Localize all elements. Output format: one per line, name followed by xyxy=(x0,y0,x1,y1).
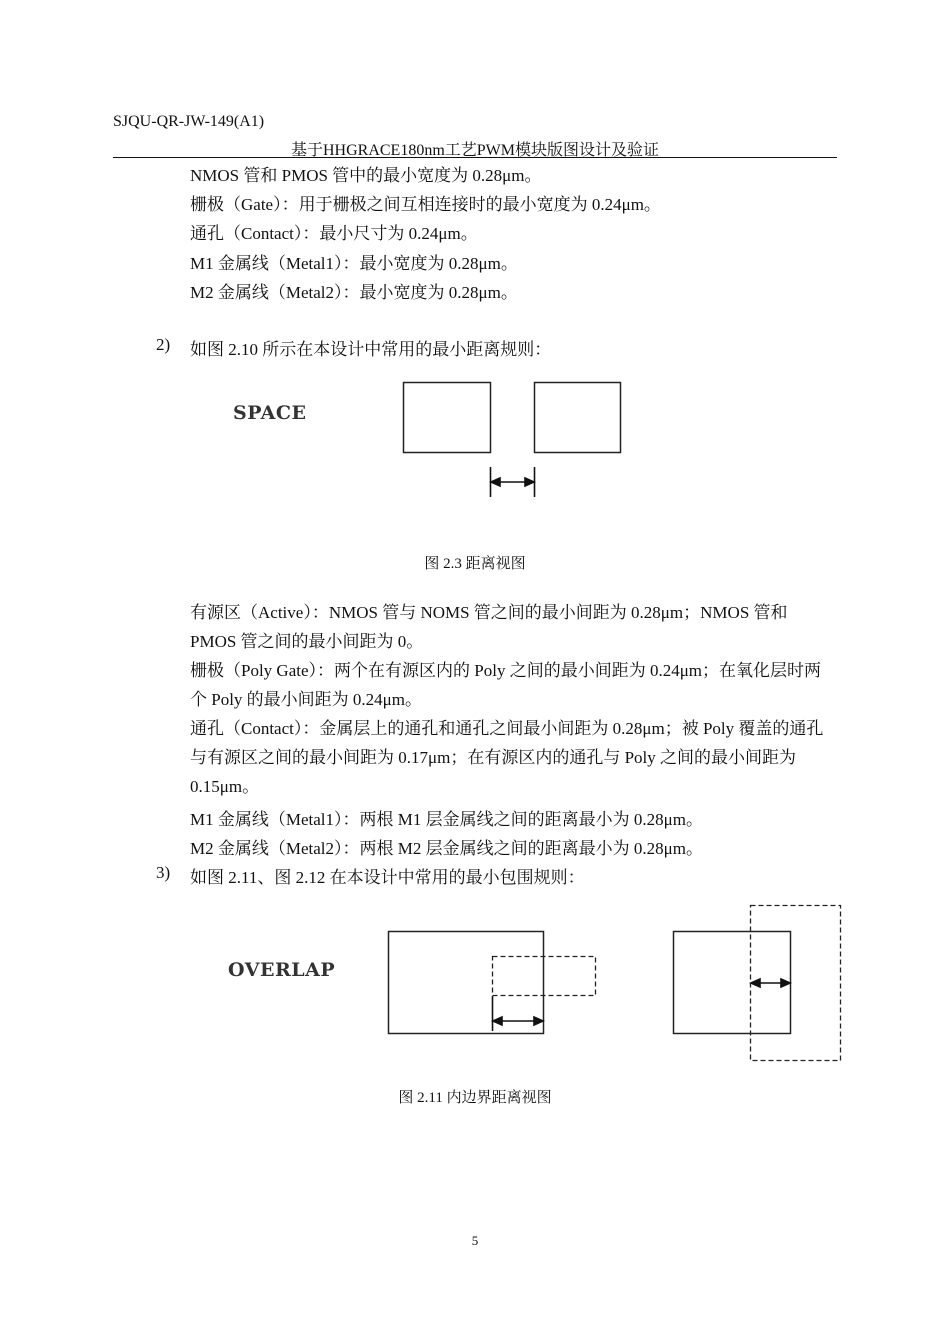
overlap-figure-label: OVERLAP xyxy=(228,959,336,981)
space-figure-label: SPACE xyxy=(233,402,307,424)
overlap-figure-caption: 图 2.11 内边界距离视图 xyxy=(398,1090,552,1106)
overlap-left-dimension-arrow xyxy=(493,996,544,1031)
width-rule-contact: 通孔（Contact）：最小尺寸为 0.24μm。 xyxy=(190,224,478,243)
overlap-outer-rectangle xyxy=(389,932,544,1034)
overlap-solid-rectangle xyxy=(674,932,791,1034)
width-rule-metal1: M1 金属线（Metal1）：最小宽度为 0.28μm。 xyxy=(190,254,518,273)
overlap-dashed-rectangle xyxy=(751,906,841,1061)
list-number-2: 2) xyxy=(156,335,171,354)
space-figure-caption: 图 2.3 距离视图 xyxy=(424,556,526,572)
width-rule-gate: 栅极（Gate）：用于栅极之间互相连接时的最小宽度为 0.24μm。 xyxy=(190,195,661,214)
overlap-right-diagram xyxy=(674,906,841,1061)
overlap-inner-dashed-rectangle xyxy=(493,957,596,996)
space-left-rectangle xyxy=(404,383,491,453)
space-rule-active: 有源区（Active）：NMOS 管与 NOMS 管之间的最小间距为 0.28μm；NMOS 管和 PMOS 管之间的最小间距为 0。 xyxy=(190,603,788,651)
width-rule-metal2: M2 金属线（Metal2）：最小宽度为 0.28μm。 xyxy=(190,283,518,302)
list-number-3: 3) xyxy=(156,863,171,882)
header-rule xyxy=(113,157,837,158)
header-title: 基于HHGRACE180nm工艺PWM模块版图设计及验证 xyxy=(290,142,659,159)
space-rule-contact: 通孔（Contact）：金属层上的通孔和通孔之间最小间距为 0.28μm；被 Poly 覆盖的通孔与有源区之间的最小间距为 0.17μm；在有源区内的通孔与 Poly 之间的最小间距为 0.15μm。 xyxy=(190,719,824,796)
width-rule-nmos-pmos: NMOS 管和 PMOS 管中的最小宽度为 0.28μm。 xyxy=(190,166,542,185)
space-rule-metal1: M1 金属线（Metal1）：两根 M1 层金属线之间的距离最小为 0.28μm。 xyxy=(190,810,703,829)
overlap-right-dimension-arrow xyxy=(751,979,790,987)
space-rule-metal2: M2 金属线（Metal2）：两根 M2 层金属线之间的距离最小为 0.28μm。 xyxy=(190,839,703,858)
overlap-left-diagram xyxy=(389,932,596,1034)
page-number: 5 xyxy=(471,1233,479,1248)
document-id: SJQU-QR-JW-149(A1) xyxy=(113,113,265,130)
list-item-2-text: 如图 2.10 所示在本设计中常用的最小距离规则： xyxy=(190,340,552,359)
space-rule-poly-gate: 栅极（Poly Gate）：两个在有源区内的 Poly 之间的最小间距为 0.24μm；在氧化层时两个 Poly 的最小间距为 0.24μm。 xyxy=(190,661,822,709)
space-right-rectangle xyxy=(535,383,621,453)
space-dimension-arrow xyxy=(491,467,535,497)
list-item-3-text: 如图 2.11、图 2.12 在本设计中常用的最小包围规则： xyxy=(190,868,585,887)
